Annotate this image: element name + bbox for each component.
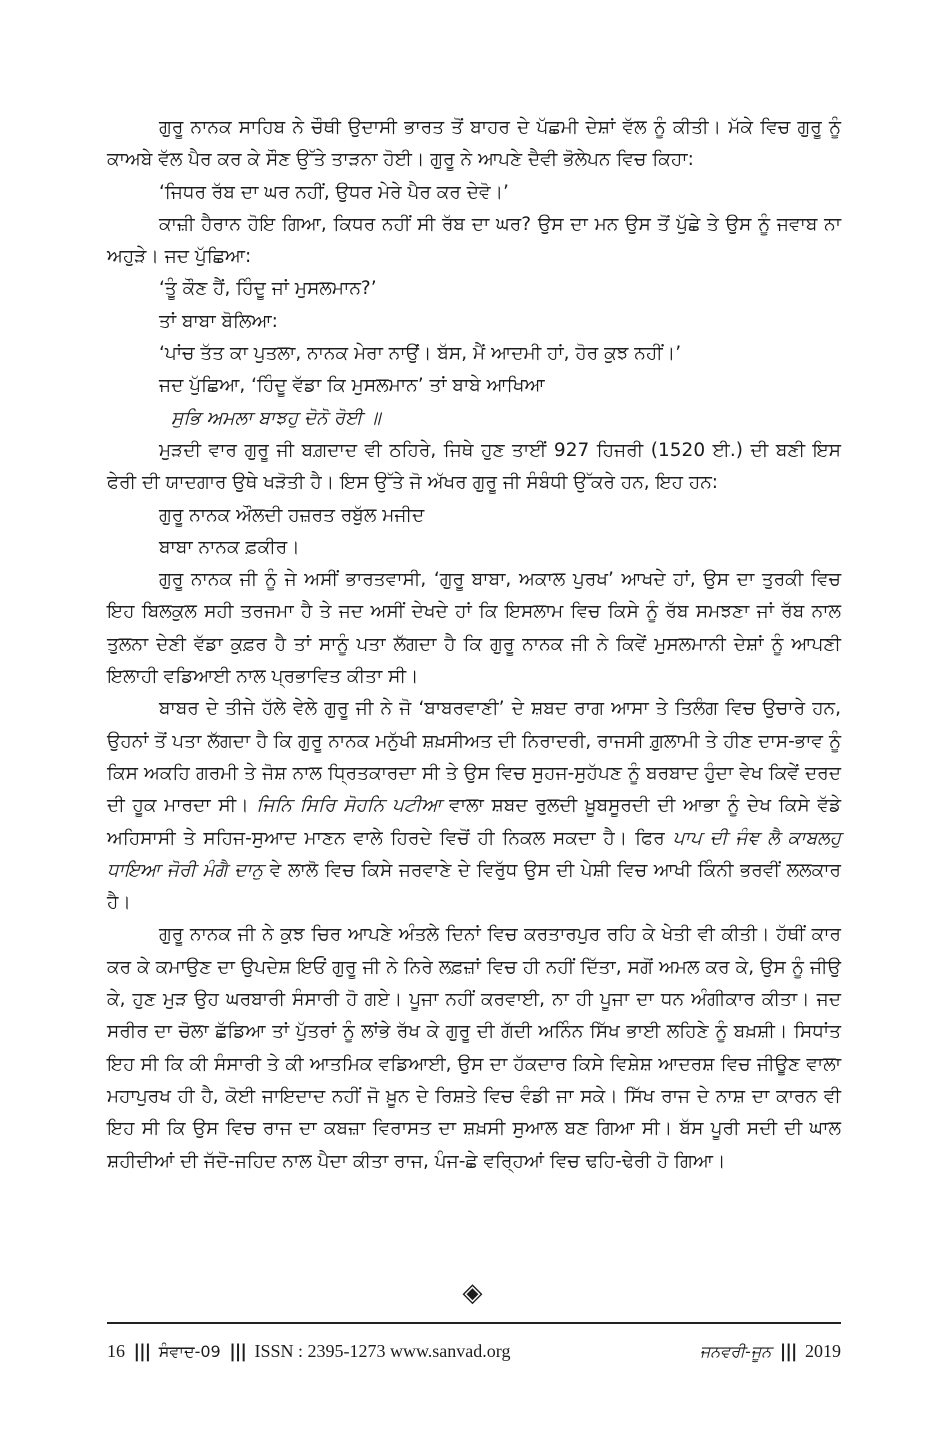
section-end-ornament-icon: ◈ bbox=[462, 1278, 483, 1308]
issue-year: 2019 bbox=[805, 1341, 841, 1361]
footer-right bbox=[700, 1336, 841, 1367]
issn-number: ISSN : 2395-1273 bbox=[254, 1341, 386, 1361]
paragraph-5-part-b: ਵਾਲਾ ਸ਼ਬਦ ਰੁਲਦੀ ਖ਼ੂਬਸੂਰਦੀ ਦੀ ਆਭਾ ਨੂੰ ਦੇਖ ਕਿਸੇ ਵੱਡੇ ਅਹਿਸਾਸੀ ਤੇ ਸਹਿਜ-ਸੁਆਦ ਮਾਣਨ ਵਾਲੇ ਹਿਰਦੇ ਵਿਚੋਂ ਹੀ ਨਿਕਲ ਸਕਦਾ ਹੈ। ਫਿਰ bbox=[107, 795, 842, 849]
footer-left bbox=[107, 1336, 510, 1367]
page-footer bbox=[107, 1336, 841, 1366]
paragraph-4: ਗੁਰੂ ਨਾਨਕ ਜੀ ਨੂੰ ਜੇ ਅਸੀਂ ਭਾਰਤਵਾਸੀ, ‘ਗੁਰੂ ਬਾਬਾ, ਅਕਾਲ ਪੁਰਖ’ ਆਖਦੇ ਹਾਂ, ਉਸ ਦਾ ਤੁਰਕੀ ਵਿਚ ਇਹ ਬਿਲਕੁਲ ਸਹੀ ਤਰਜਮਾ ਹੈ ਤੇ ਜਦ ਅਸੀਂ ਦੇਖਦੇ ਹਾਂ ਕਿ ਇਸਲਾਮ ਵਿਚ ਕਿਸੇ ਨੂੰ ਰੱਬ ਸਮਝਣਾ ਜਾਂ ਰੱਬ ਨਾਲ ਤੁਲਨਾ ਦੇਣੀ ਵੱਡਾ ਕੁਫ਼ਰ ਹੈ ਤਾਂ ਸਾਨੂੰ ਪਤਾ ਲੱਗਦਾ ਹੈ ਕਿ ਗੁਰੂ ਨਾਨਕ ਜੀ ਨੇ ਕਿਵੇਂ ਮੁਸਲਮਾਨੀ ਦੇਸ਼ਾਂ ਨੂੰ ਆਪਣੀ ਇਲਾਹੀ ਵਡਿਆਈ ਨਾਲ ਪ੍ਰਭਾਵਿਤ ਕੀਤਾ ਸੀ। bbox=[107, 569, 841, 688]
paragraph-5-italic-verse-2: ਪਾਪ ਦੀ ਜੰਞ ਲੈ ਕਾਬਲਹੁ ਧਾਇਆ ਜੋਰੀ ਮੰਗੈ ਦਾਨੁ bbox=[107, 827, 841, 881]
footer-separator-icon: ||| bbox=[779, 1341, 797, 1362]
footer-separator-icon: ||| bbox=[133, 1341, 151, 1362]
quote-line-3: ਤਾਂ ਬਾਬਾ ਬੋਲਿਆ: bbox=[159, 310, 278, 332]
quote-line-4: ‘ਪਾਂਚ ਤੱਤ ਕਾ ਪੁਤਲਾ, ਨਾਨਕ ਮੇਰਾ ਨਾਉਂ। ਬੱਸ, ਮੈਂ ਆਦਮੀ ਹਾਂ, ਹੋਰ ਕੁਝ ਨਹੀਂ।’ bbox=[159, 343, 682, 365]
paragraph-6: ਗੁਰੂ ਨਾਨਕ ਜੀ ਨੇ ਕੁਝ ਚਿਰ ਆਪਣੇ ਅੰਤਲੇ ਦਿਨਾਂ ਵਿਚ ਕਰਤਾਰਪੁਰ ਰਹਿ ਕੇ ਖੇਤੀ ਵੀ ਕੀਤੀ। ਹੱਥੀਂ ਕਾਰ ਕਰ ਕੇ ਕਮਾਉਣ ਦਾ ਉਪਦੇਸ਼ ਇਓਂ ਗੁਰੂ ਜੀ ਨੇ ਨਿਰੇ ਲਫ਼ਜ਼ਾਂ ਵਿਚ ਹੀ ਨਹੀਂ ਦਿੱਤਾ, ਸਗੋਂ ਅਮਲ ਕਰ ਕੇ, ਉਸ ਨੂੰ ਜੀਉ ਕੇ, ਹੁਣ ਮੁੜ ਉਹ ਘਰਬਾਰੀ ਸੰਸਾਰੀ ਹੋ ਗਏ। ਪੂਜਾ ਨਹੀਂ ਕਰਵਾਈ, ਨਾ ਹੀ ਪੂਜਾ ਦਾ ਧਨ ਅੰਗੀਕਾਰ ਕੀਤਾ। ਜਦ ਸਰੀਰ ਦਾ ਚੋਲਾ ਛੱਡਿਆ ਤਾਂ ਪੁੱਤਰਾਂ ਨੂੰ ਲਾਂਭੇ ਰੱਖ ਕੇ ਗੁਰੂ ਦੀ ਗੱਦੀ ਅਨਿੰਨ ਸਿੱਖ ਭਾਈ ਲਹਿਣੇ ਨੂੰ ਬਖ਼ਸ਼ੀ। ਸਿਧਾਂਤ ਇਹ ਸੀ ਕਿ ਕੀ ਸੰਸਾਰੀ ਤੇ ਕੀ ਆਤਮਿਕ ਵਡਿਆਈ, ਉਸ ਦਾ ਹੱਕਦਾਰ ਕਿਸੇ ਵਿਸ਼ੇਸ਼ ਆਦਰਸ਼ ਵਿਚ ਜੀਊਣ ਵਾਲਾ ਮਹਾਪੁਰਖ ਹੀ ਹੈ, ਕੋਈ ਜਾਇਦਾਦ ਨਹੀਂ ਜੋ ਖ਼ੂਨ ਦੇ ਰਿਸ਼ਤੇ ਵਿਚ ਵੰਡੀ ਜਾ ਸਕੇ। ਸਿੱਖ ਰਾਜ ਦੇ ਨਾਸ਼ ਦਾ ਕਾਰਨ ਵੀ ਇਹ ਸੀ ਕਿ ਉਸ ਵਿਚ ਰਾਜ ਦਾ ਕਬਜ਼ਾ ਵਿਰਾਸਤ ਦਾ ਸ਼ਖ਼ਸੀ ਸੁਆਲ ਬਣ ਗਿਆ ਸੀ। ਬੱਸ ਪੂਰੀ ਸਦੀ ਦੀ ਘਾਲ ਸ਼ਹੀਦੀਆਂ ਦੀ ਜੱਦੋ-ਜਹਿਦ ਨਾਲ ਪੈਦਾ ਕੀਤਾ ਰਾਜ, ਪੰਜ-ਛੇ ਵਰ੍ਹਿਆਂ ਵਿਚ ਢਹਿ-ਢੇਰੀ ਹੋ ਗਿਆ। bbox=[107, 924, 841, 1172]
paragraph-5 bbox=[107, 693, 841, 919]
quote-line-5: ਜਦ ਪੁੱਛਿਆ, ‘ਹਿੰਦੂ ਵੱਡਾ ਕਿ ਮੁਸਲਮਾਨ’ ਤਾਂ ਬਾਬੇ ਆਖਿਆ bbox=[159, 375, 545, 397]
paragraph-5-italic-verse-1: ਜਿਨਿ ਸਿਰਿ ਸੋਹਨਿ ਪਟੀਆ bbox=[256, 795, 442, 817]
footer-divider bbox=[107, 1322, 841, 1324]
quote-line-1: ‘ਜਿਧਰ ਰੱਬ ਦਾ ਘਰ ਨਹੀਂ, ਉਧਰ ਮੇਰੇ ਪੈਰ ਕਰ ਦੇਵੋ।’ bbox=[159, 181, 509, 203]
inscription-line-2: ਬਾਬਾ ਨਾਨਕ ਫ਼ਕੀਰ। bbox=[159, 536, 300, 558]
paragraph-1: ਗੁਰੂ ਨਾਨਕ ਸਾਹਿਬ ਨੇ ਚੌਥੀ ਉਦਾਸੀ ਭਾਰਤ ਤੋਂ ਬਾਹਰ ਦੇ ਪੱਛਮੀ ਦੇਸ਼ਾਂ ਵੱਲ ਨੂੰ ਕੀਤੀ। ਮੱਕੇ ਵਿਚ ਗੁਰੂ ਨੂੰ ਕਾਅਬੇ ਵੱਲ ਪੈਰ ਕਰ ਕੇ ਸੌਣ ਉੱਤੇ ਤਾੜਨਾ ਹੋਈ। ਗੁਰੂ ਨੇ ਆਪਣੇ ਦੈਵੀ ਭੋਲੇਪਨ ਵਿਚ ਕਿਹਾ: bbox=[107, 117, 841, 171]
scripture-verse: ਸੁਭਿ ਅਮਲਾ ਬਾਝਹੁ ਦੋਨੋ ਰੋਈ ॥ bbox=[171, 407, 381, 429]
footer-separator-icon: ||| bbox=[229, 1341, 246, 1362]
quote-line-2: ‘ਤੂੰ ਕੌਣ ਹੈਂ, ਹਿੰਦੂ ਜਾਂ ਮੁਸਲਮਾਨ?’ bbox=[159, 278, 377, 300]
paragraph-2: ਕਾਜ਼ੀ ਹੈਰਾਨ ਹੋਇ ਗਿਆ, ਕਿਧਰ ਨਹੀਂ ਸੀ ਰੱਬ ਦਾ ਘਰ? ਉਸ ਦਾ ਮਨ ਉਸ ਤੋਂ ਪੁੱਛੇ ਤੇ ਉਸ ਨੂੰ ਜਵਾਬ ਨਾ ਅਹੁੜੇ। ਜਦ ਪੁੱਛਿਆ: bbox=[107, 213, 841, 268]
page-number: 16 bbox=[107, 1341, 125, 1361]
paragraph-5-part-c: ਵੇ ਲਾਲੋ ਵਿਚ ਕਿਸੇ ਜਰਵਾਣੇ ਦੇ ਵਿਰੁੱਧ ਉਸ ਦੀ ਪੇਸ਼ੀ ਵਿਚ ਆਖੀ ਕਿੰਨੀ ਭਰਵੀਂ ਲਲਕਾਰ ਹੈ। bbox=[107, 859, 841, 914]
article-body bbox=[107, 112, 841, 1178]
inscription-line-1: ਗੁਰੂ ਨਾਨਕ ਔਲਦੀ ਹਜ਼ਰਤ ਰਬੁੱਲ ਮਜੀਦ bbox=[159, 504, 425, 526]
paragraph-3: ਮੁੜਦੀ ਵਾਰ ਗੁਰੂ ਜੀ ਬਗ਼ਦਾਦ ਵੀ ਠਹਿਰੇ, ਜਿਥੇ ਹੁਣ ਤਾਈਂ 927 ਹਿਜਰੀ (1520 ਈ.) ਦੀ ਬਣੀ ਇਸ ਫੇਰੀ ਦੀ ਯਾਦਗਾਰ ਉਥੇ ਖੜੋਤੀ ਹੈ। ਇਸ ਉੱਤੇ ਜੋ ਅੱਖਰ ਗੁਰੂ ਜੀ ਸੰਬੰਧੀ ਉੱਕਰੇ ਹਨ, ਇਹ ਹਨ: bbox=[107, 439, 841, 494]
issue-period: ਜਨਵਰੀ-ਜੂਨ bbox=[699, 1342, 772, 1361]
magazine-name: ਸੰਵਾਦ-09 bbox=[158, 1342, 221, 1361]
website-link[interactable]: www.sanvad.org bbox=[389, 1341, 511, 1361]
paragraph-5-part-a: ਬਾਬਰ ਦੇ ਤੀਜੇ ਹੱਲੇ ਵੇਲੇ ਗੁਰੂ ਜੀ ਨੇ ਜੋ ‘ਬਾਬਰਵਾਣੀ’ ਦੇ ਸ਼ਬਦ ਰਾਗ ਆਸਾ ਤੇ ਤਿਲੰਗ ਵਿਚ ਉਚਾਰੇ ਹਨ, ਉਹਨਾਂ ਤੋਂ ਪਤਾ ਲੱਗਦਾ ਹੈ ਕਿ ਗੁਰੂ ਨਾਨਕ ਮਨੁੱਖੀ ਸ਼ਖ਼ਸੀਅਤ ਦੀ ਨਿਰਾਦਰੀ, ਰਾਜਸੀ ਗ਼ੁਲਾਮੀ ਤੇ ਹੀਣ ਦਾਸ-ਭਾਵ ਨੂੰ ਕਿਸ ਅਕਹਿ ਗਰਮੀ ਤੇ ਜੋਸ਼ ਨਾਲ ਧ੍ਰਿਤਕਾਰਦਾ ਸੀ ਤੇ ਉਸ ਵਿਚ ਸੁਹਜ-ਸੁਹੱਪਣ ਨੂੰ ਬਰਬਾਦ ਹੁੰਦਾ ਵੇਖ ਕਿਵੇਂ ਦਰਦ ਦੀ ਹੂਕ ਮਾਰਦਾ ਸੀ। bbox=[107, 698, 841, 817]
